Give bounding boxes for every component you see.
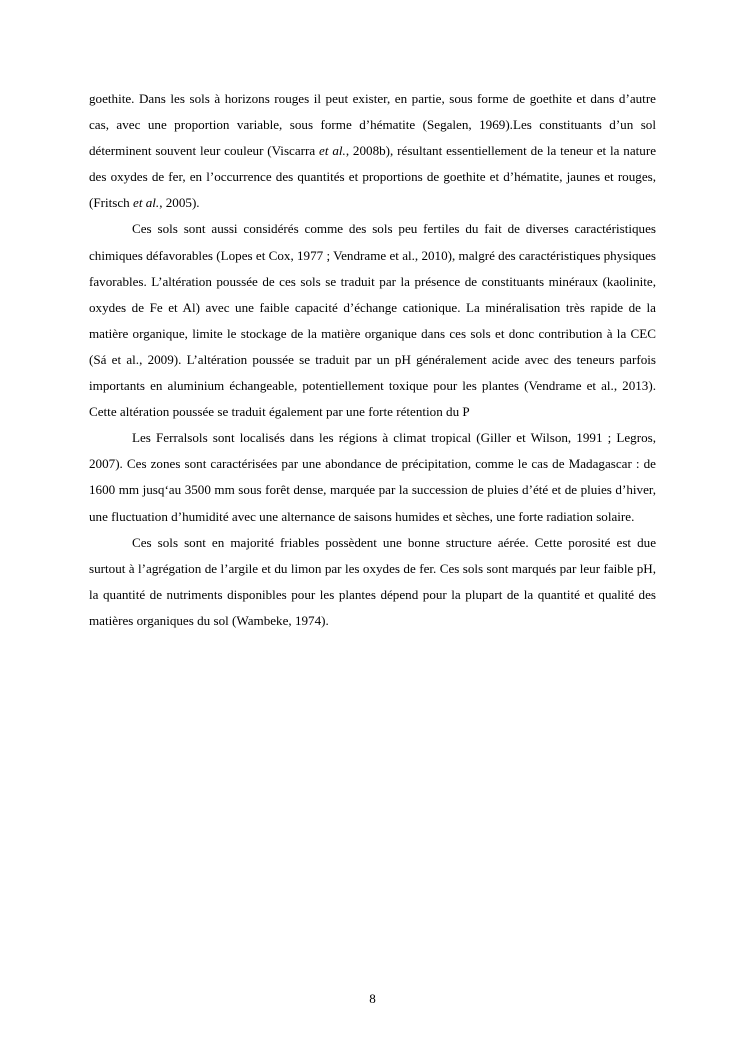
text-segment-italic: et al. <box>319 143 346 159</box>
text-segment: , 2008b), résultant essentiellement de la teneur et la nature des oxydes de fer, en l’occurrence des quantités et proportions de goethite et d’hématite, jaunes et rouges, (Fritsch <box>89 143 657 211</box>
body-text <box>89 86 656 634</box>
text-segment: Ces sols sont en majorité friables possèdent une bonne structure aérée. Cette porosité est due surtout à l’agrégation de l’argile et du limon par les oxydes de fer. Ces sols sont marqués par leur faible pH, la quantité de nutriments disponibles pour les plantes dépend pour la plupart de la quantité et qualité des matières organiques du sol (Wambeke, 1974). <box>89 534 656 628</box>
text-segment: , 2005). <box>159 195 200 211</box>
paragraph-fertility <box>89 216 656 425</box>
paragraph-structure <box>89 530 656 634</box>
page-number: 8 <box>369 991 376 1006</box>
text-segment: goethite. Dans les sols à horizons rouges il peut exister, en partie, sous forme de goethite et dans d’autre cas, avec une proportion variable, sous forme d’hématite (Segalen, 1969).Les constituants d’un sol déterminent souvent leur couleur (Viscarra <box>89 91 656 159</box>
paragraph-goethite <box>89 86 656 216</box>
paragraph-ferralsols-location <box>89 425 656 529</box>
text-segment: Les Ferralsols sont localisés dans les régions à climat tropical (Giller et Wilson, 1991 ; Legros, 2007). Ces zones sont caractérisées par une abondance de précipitation, comme le cas de Madagascar : de 1600 mm jusq‘au 3500 mm sous forêt dense, marquée par la succession de pluies d’été et de pluies d’hiver, une fluctuation d’humidité avec une alternance de saisons humides et sèches, une forte radiation solaire. <box>89 430 656 524</box>
text-segment-italic: et al. <box>133 195 160 211</box>
text-segment: Ces sols sont aussi considérés comme des sols peu fertiles du fait de diverses caractéristiques chimiques défavorables (Lopes et Cox, 1977 ; Vendrame et al., 2010), malgré des caractéristiques physiques favorables. L’altération poussée de ces sols se traduit par la présence de constituants minéraux (kaolinite, oxydes de Fe et Al) avec une faible capacité d’échange cationique. La minéralisation très rapide de la matière organique, limite le stockage de la matière organique dans ces sols et donc contribution à la CEC (Sá et al., 2009). L’altération poussée se traduit par un pH généralement acide avec des teneurs parfois importants en aluminium échangeable, potentiellement toxique pour les plantes (Vendrame et al., 2013). Cette altération poussée se traduit également par une forte rétention du P <box>89 221 656 420</box>
